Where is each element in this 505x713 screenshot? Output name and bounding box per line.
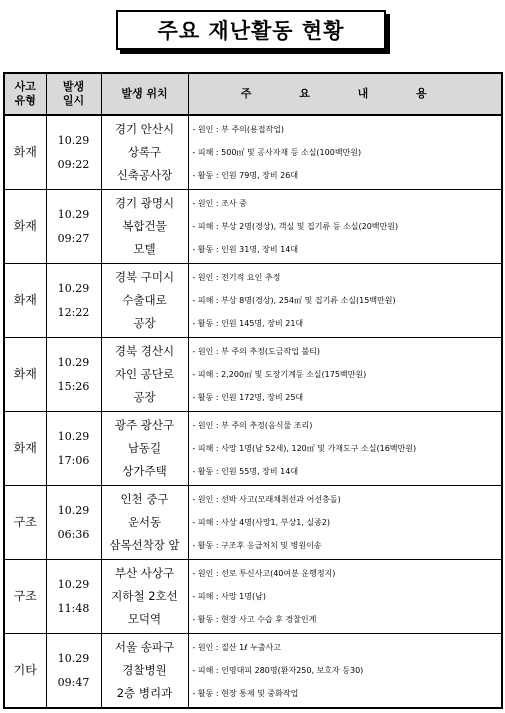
location-line: 운서동: [127, 515, 162, 529]
incident-location: [101, 115, 188, 190]
header-content: 주 요 내 용: [188, 73, 502, 115]
location-line: 지하철 2호선: [111, 589, 178, 603]
header-row: [4, 73, 502, 115]
incident-time: 15:26: [57, 379, 90, 393]
cause-line: - 원인 : 선로 투신사고(40여분 운행정지): [192, 569, 336, 578]
incident-location: [101, 338, 188, 412]
action-line: - 활동 : 구조후 응급처치 및 병원이송: [192, 541, 322, 550]
table-row: [4, 486, 502, 560]
location-line: 경북 구미시: [114, 270, 175, 284]
table-row: [4, 560, 502, 634]
action-line: - 활동 : 인원 31명, 장비 14대: [192, 245, 299, 254]
incident-details: [188, 190, 502, 264]
incident-datetime: [46, 190, 101, 264]
incident-datetime: [46, 264, 101, 338]
incident-date: 10.29: [57, 429, 90, 443]
incident-type: 화재: [4, 412, 46, 486]
incident-time: 09:47: [57, 675, 90, 689]
incident-time: 09:22: [57, 157, 90, 171]
incident-time: 06:36: [57, 527, 90, 541]
damage-line: - 피해 : 사망 1명(남 52세), 120㎡ 및 가재도구 소실(16백만원): [192, 444, 417, 453]
incident-details: [188, 486, 502, 560]
table-row: [4, 115, 502, 190]
incident-date: 10.29: [57, 281, 90, 295]
location-line: 경기 광명시: [114, 196, 175, 210]
damage-line: - 피해 : 500㎡ 및 공사자재 등 소실(100백만원): [192, 148, 362, 157]
location-line: 인천 중구: [120, 492, 169, 506]
location-line: 모텔: [133, 242, 156, 256]
header-time: 발생 일시: [46, 73, 101, 115]
incident-datetime: [46, 115, 101, 190]
table-row: [4, 412, 502, 486]
incident-type: 기타: [4, 634, 46, 709]
location-line: 모덕역: [127, 612, 162, 626]
incident-date: 10.29: [57, 651, 90, 665]
location-line: 2층 병리과: [116, 686, 173, 700]
damage-line: - 피해 : 인명대피 280명(환자250, 보호자 등30): [192, 666, 364, 675]
action-line: - 활동 : 현장 사고 수습 후 경찰인계: [192, 615, 317, 624]
location-line: 신축공사장: [116, 168, 173, 182]
cause-line: - 원인 : 질산 1ℓ 누출사고: [192, 643, 282, 652]
location-line: 경기 안산시: [114, 122, 175, 136]
incident-date: 10.29: [57, 355, 90, 369]
cause-line: - 원인 : 부 주의(용접작업): [192, 125, 285, 134]
location-line: 복합건물: [122, 219, 167, 233]
damage-line: - 피해 : 부상 8명(경상), 254㎡ 및 집기류 소실(15백만원): [192, 296, 396, 305]
disaster-table: [3, 72, 503, 709]
action-line: - 활동 : 인원 55명, 장비 14대: [192, 467, 299, 476]
action-line: - 활동 : 인원 172명, 장비 25대: [192, 393, 304, 402]
location-line: 자인 공단로: [114, 367, 175, 381]
table-row: [4, 338, 502, 412]
incident-date: 10.29: [57, 577, 90, 591]
incident-datetime: [46, 412, 101, 486]
location-line: 남동길: [127, 441, 162, 455]
incident-datetime: [46, 634, 101, 709]
incident-date: 10.29: [57, 133, 90, 147]
incident-type: 화재: [4, 264, 46, 338]
location-line: 상가주택: [122, 464, 167, 478]
incident-datetime: [46, 338, 101, 412]
table-row: [4, 190, 502, 264]
incident-time: 17:06: [57, 453, 90, 467]
header-location: 발생 위치: [101, 73, 188, 115]
incident-details: [188, 115, 502, 190]
incident-location: [101, 412, 188, 486]
header-type: 사고 유형: [4, 73, 46, 115]
incident-datetime: [46, 486, 101, 560]
incident-type: 구조: [4, 560, 46, 634]
incident-location: [101, 486, 188, 560]
location-line: 광주 광산구: [114, 418, 175, 432]
action-line: - 활동 : 인원 145명, 장비 21대: [192, 319, 304, 328]
incident-details: [188, 264, 502, 338]
cause-line: - 원인 : 조사 중: [192, 199, 247, 208]
cause-line: - 원인 : 선박 사고(모래채취선과 어선충돌): [192, 495, 341, 504]
incident-date: 10.29: [57, 207, 90, 221]
incident-datetime: [46, 560, 101, 634]
damage-line: - 피해 : 사상 4명(사망1, 부상1, 실종2): [192, 518, 331, 527]
incident-type: 화재: [4, 190, 46, 264]
incident-location: [101, 560, 188, 634]
incident-location: [101, 264, 188, 338]
location-line: 공장: [133, 316, 156, 330]
incident-type: 구조: [4, 486, 46, 560]
incident-location: [101, 634, 188, 709]
action-line: - 활동 : 현장 통제 및 중화작업: [192, 689, 299, 698]
location-line: 삼목선착장 앞: [109, 538, 180, 552]
cause-line: - 원인 : 부 주의 추정(도금작업 불티): [192, 347, 321, 356]
damage-line: - 피해 : 사망 1명(남): [192, 592, 266, 601]
location-line: 부산 사상구: [114, 566, 175, 580]
cause-line: - 원인 : 전기적 요인 추정: [192, 273, 281, 282]
location-line: 경북 경산시: [114, 344, 175, 358]
table-row: [4, 264, 502, 338]
location-line: 공장: [133, 390, 156, 404]
incident-type: 화재: [4, 115, 46, 190]
incident-details: [188, 560, 502, 634]
incident-date: 10.29: [57, 503, 90, 517]
location-line: 상록구: [127, 145, 162, 159]
incident-type: 화재: [4, 338, 46, 412]
location-line: 수출대로: [122, 293, 167, 307]
location-line: 경찰병원: [122, 663, 167, 677]
page-title: 주요 재난활동 현황: [116, 10, 386, 50]
incident-time: 12:22: [57, 305, 90, 319]
incident-location: [101, 190, 188, 264]
incident-details: [188, 338, 502, 412]
action-line: - 활동 : 인원 79명, 장비 26대: [192, 171, 299, 180]
incident-time: 09:27: [57, 231, 90, 245]
incident-time: 11:48: [57, 601, 90, 615]
damage-line: - 피해 : 2,200㎡ 및 도장기계등 소실(175백만원): [192, 370, 367, 379]
incident-details: [188, 412, 502, 486]
location-line: 서울 송파구: [114, 640, 175, 654]
table-row: [4, 634, 502, 709]
incident-details: [188, 634, 502, 709]
cause-line: - 원인 : 부 주의 추정(음식물 조리): [192, 421, 313, 430]
damage-line: - 피해 : 부상 2명(경상), 객실 및 집기류 등 소실(20백만원): [192, 222, 399, 231]
